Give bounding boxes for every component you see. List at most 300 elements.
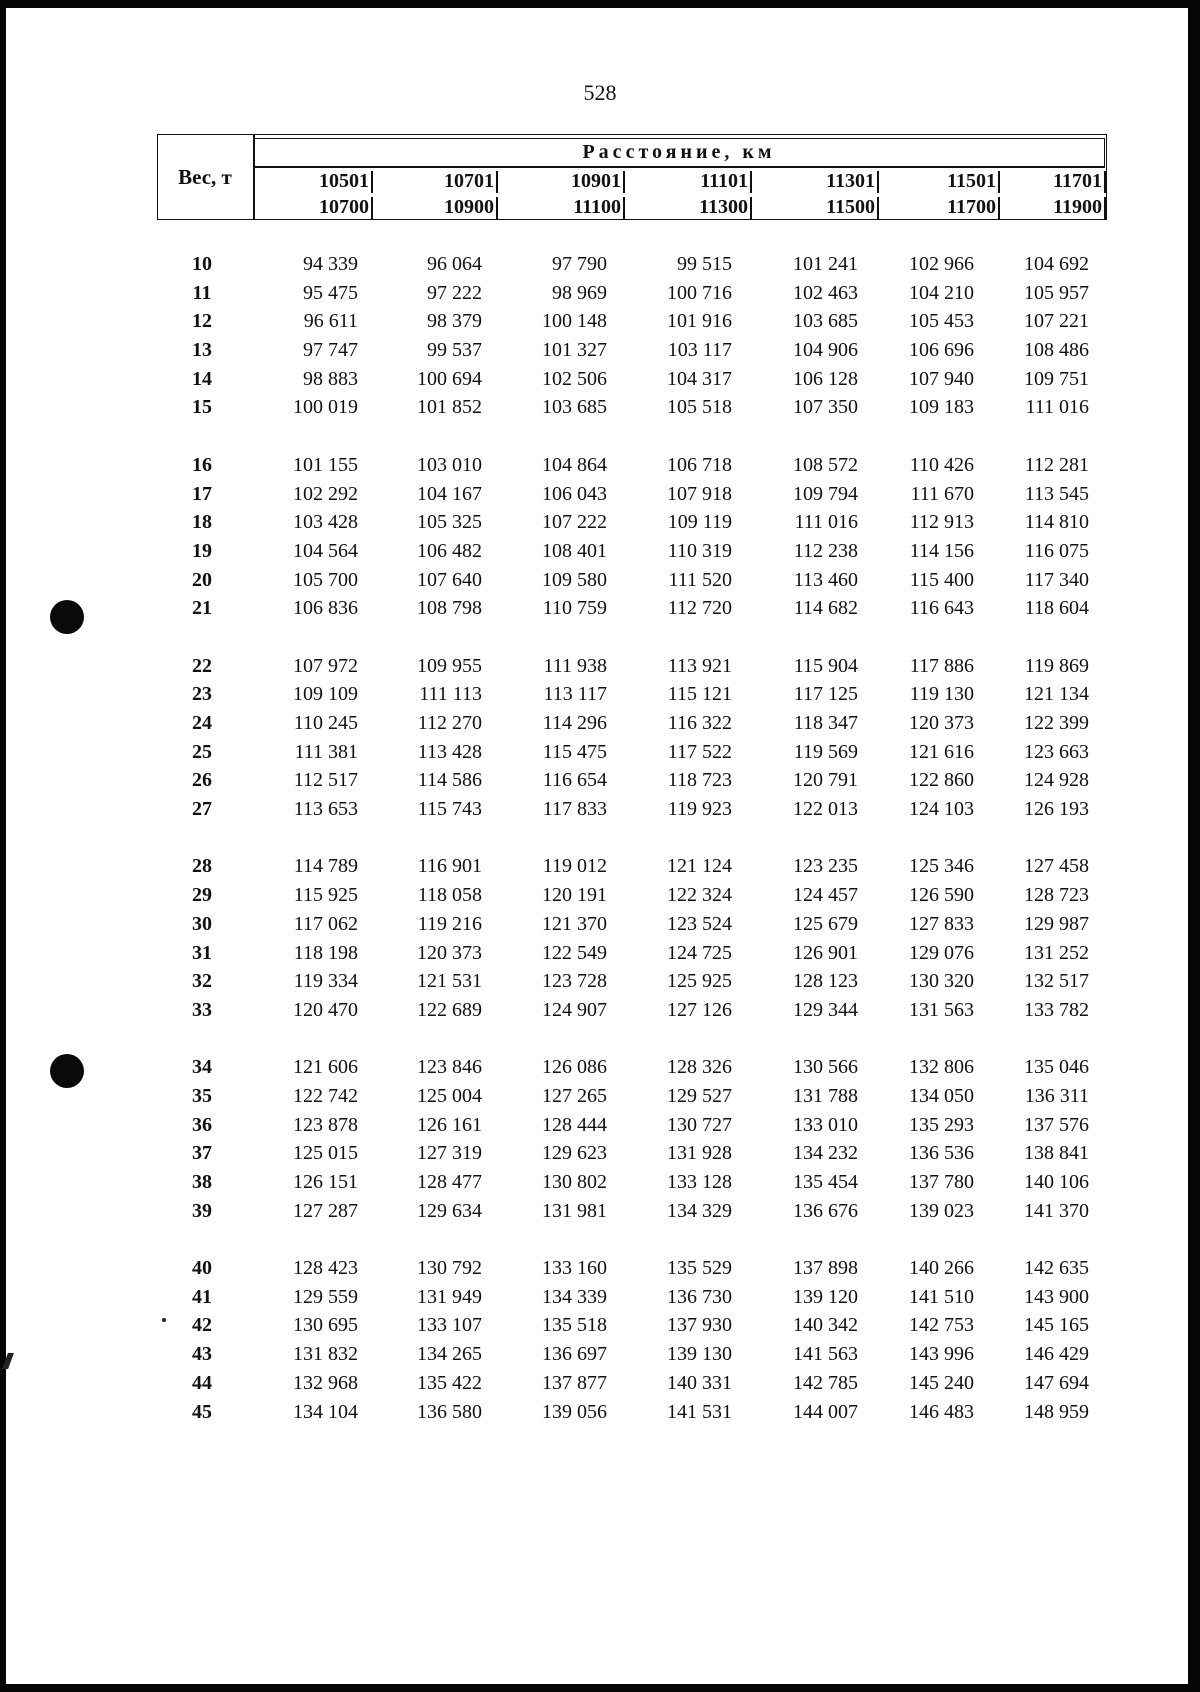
value-cell: 115 925 bbox=[293, 884, 358, 907]
column-range-from: 11501 bbox=[888, 168, 1000, 194]
value-cell: 100 716 bbox=[667, 281, 732, 304]
value-cell: 127 265 bbox=[542, 1084, 607, 1107]
value-cell: 128 477 bbox=[417, 1171, 482, 1193]
value-cell: 130 320 bbox=[909, 970, 974, 993]
column-range-from: 11301 bbox=[767, 168, 879, 194]
value-cell: 148 959 bbox=[1024, 1400, 1089, 1423]
column-header-6 bbox=[888, 168, 1000, 220]
value-cell: 127 287 bbox=[293, 1199, 358, 1222]
value-cell: 115 743 bbox=[417, 798, 482, 821]
value-cell: 98 379 bbox=[427, 310, 482, 333]
weight-cell: 45 bbox=[192, 1400, 212, 1423]
value-cell: 103 010 bbox=[417, 453, 482, 476]
value-cell: 111 670 bbox=[910, 482, 974, 505]
column-range-to: 11900 bbox=[994, 194, 1106, 220]
value-cell: 113 545 bbox=[1024, 482, 1089, 505]
row-group bbox=[157, 1254, 1107, 1426]
value-cell: 99 515 bbox=[677, 253, 732, 275]
value-cell: 137 576 bbox=[1024, 1113, 1089, 1136]
column-range-from: 10901 bbox=[513, 168, 625, 194]
value-cell: 116 322 bbox=[667, 712, 732, 734]
value-cell: 127 319 bbox=[417, 1142, 482, 1165]
weight-cell: 35 bbox=[192, 1084, 212, 1107]
table-row bbox=[157, 365, 1107, 394]
table-row bbox=[157, 652, 1107, 681]
value-cell: 128 723 bbox=[1024, 884, 1089, 907]
value-cell: 141 531 bbox=[667, 1400, 732, 1423]
value-cell: 113 117 bbox=[543, 683, 607, 706]
value-cell: 128 423 bbox=[293, 1257, 358, 1280]
value-cell: 122 689 bbox=[417, 998, 482, 1021]
weight-cell: 40 bbox=[192, 1257, 212, 1280]
value-cell: 108 486 bbox=[1024, 339, 1089, 362]
value-cell: 101 916 bbox=[667, 310, 732, 333]
table-row bbox=[157, 508, 1107, 537]
value-cell: 147 694 bbox=[1024, 1371, 1089, 1394]
value-cell: 109 751 bbox=[1024, 367, 1089, 390]
weight-cell: 30 bbox=[192, 912, 212, 935]
value-cell: 134 339 bbox=[542, 1285, 607, 1308]
value-cell: 130 727 bbox=[667, 1113, 732, 1136]
value-cell: 124 725 bbox=[667, 941, 732, 964]
value-cell: 119 130 bbox=[909, 683, 974, 706]
value-cell: 130 802 bbox=[542, 1171, 607, 1193]
value-cell: 101 155 bbox=[293, 453, 358, 476]
table-row bbox=[157, 307, 1107, 336]
row-group bbox=[157, 852, 1107, 1024]
value-cell: 143 900 bbox=[1024, 1285, 1089, 1308]
weight-cell: 19 bbox=[192, 539, 212, 562]
weight-cell: 11 bbox=[192, 281, 212, 304]
weight-cell: 42 bbox=[192, 1314, 212, 1337]
weight-cell: 25 bbox=[192, 740, 212, 763]
value-cell: 137 930 bbox=[667, 1314, 732, 1337]
value-cell: 114 682 bbox=[793, 597, 858, 620]
value-cell: 122 324 bbox=[667, 884, 732, 907]
weight-cell: 31 bbox=[192, 941, 212, 964]
table-row bbox=[157, 566, 1107, 595]
weight-cell: 43 bbox=[192, 1343, 212, 1366]
value-cell: 102 463 bbox=[793, 281, 858, 304]
value-cell: 106 836 bbox=[293, 597, 358, 620]
value-cell: 131 788 bbox=[793, 1084, 858, 1107]
value-cell: 104 167 bbox=[417, 482, 482, 505]
value-cell: 124 457 bbox=[793, 884, 858, 907]
value-cell: 101 241 bbox=[793, 253, 858, 275]
value-cell: 123 728 bbox=[542, 970, 607, 993]
value-cell: 110 759 bbox=[542, 597, 607, 620]
value-cell: 118 347 bbox=[793, 712, 858, 734]
table-row bbox=[157, 1053, 1107, 1082]
value-cell: 124 928 bbox=[1024, 769, 1089, 792]
value-cell: 125 679 bbox=[793, 912, 858, 935]
column-header-5 bbox=[767, 168, 879, 220]
table-row bbox=[157, 1340, 1107, 1369]
value-cell: 107 350 bbox=[793, 396, 858, 419]
value-cell: 114 789 bbox=[293, 855, 358, 878]
value-cell: 136 536 bbox=[909, 1142, 974, 1165]
value-cell: 130 695 bbox=[293, 1314, 358, 1337]
value-cell: 115 121 bbox=[667, 683, 732, 706]
value-cell: 129 076 bbox=[909, 941, 974, 964]
weight-cell: 29 bbox=[192, 884, 212, 907]
value-cell: 96 064 bbox=[427, 253, 482, 275]
value-cell: 131 832 bbox=[293, 1343, 358, 1366]
table-row bbox=[157, 393, 1107, 422]
value-cell: 122 399 bbox=[1024, 712, 1089, 734]
table-row bbox=[157, 996, 1107, 1025]
value-cell: 103 428 bbox=[293, 511, 358, 534]
value-cell: 127 833 bbox=[909, 912, 974, 935]
table-row bbox=[157, 939, 1107, 968]
value-cell: 110 426 bbox=[909, 453, 974, 476]
table-row bbox=[157, 1139, 1107, 1168]
value-cell: 123 524 bbox=[667, 912, 732, 935]
value-cell: 132 968 bbox=[293, 1371, 358, 1394]
value-cell: 112 913 bbox=[909, 511, 974, 534]
value-cell: 119 923 bbox=[667, 798, 732, 821]
value-cell: 130 792 bbox=[417, 1257, 482, 1280]
table-row bbox=[157, 709, 1107, 738]
column-range-to: 11100 bbox=[513, 194, 625, 220]
value-cell: 136 730 bbox=[667, 1285, 732, 1308]
value-cell: 101 852 bbox=[417, 396, 482, 419]
value-cell: 112 517 bbox=[293, 769, 358, 792]
value-cell: 111 520 bbox=[668, 568, 732, 591]
value-cell: 111 938 bbox=[543, 654, 607, 677]
value-cell: 129 623 bbox=[542, 1142, 607, 1165]
value-cell: 118 723 bbox=[667, 769, 732, 792]
value-cell: 141 563 bbox=[793, 1343, 858, 1366]
value-cell: 132 806 bbox=[909, 1056, 974, 1079]
table-row bbox=[157, 910, 1107, 939]
value-cell: 145 165 bbox=[1024, 1314, 1089, 1337]
value-cell: 131 981 bbox=[542, 1199, 607, 1222]
weight-cell: 20 bbox=[192, 568, 212, 591]
value-cell: 109 955 bbox=[417, 654, 482, 677]
value-cell: 131 928 bbox=[667, 1142, 732, 1165]
value-cell: 109 119 bbox=[667, 511, 732, 534]
value-cell: 146 483 bbox=[909, 1400, 974, 1423]
scan-border-top bbox=[0, 0, 1200, 8]
value-cell: 100 019 bbox=[293, 396, 358, 419]
value-cell: 129 344 bbox=[793, 998, 858, 1021]
value-cell: 117 062 bbox=[293, 912, 358, 935]
value-cell: 103 685 bbox=[793, 310, 858, 333]
value-cell: 142 785 bbox=[793, 1371, 858, 1394]
row-group bbox=[157, 652, 1107, 824]
value-cell: 121 370 bbox=[542, 912, 607, 935]
weight-cell: 38 bbox=[192, 1171, 212, 1193]
table-row bbox=[157, 766, 1107, 795]
value-cell: 135 422 bbox=[417, 1371, 482, 1394]
weight-cell: 21 bbox=[192, 597, 212, 620]
value-cell: 127 458 bbox=[1024, 855, 1089, 878]
table-row bbox=[157, 336, 1107, 365]
value-cell: 115 475 bbox=[542, 740, 607, 763]
value-cell: 119 869 bbox=[1024, 654, 1089, 677]
value-cell: 134 265 bbox=[417, 1343, 482, 1366]
table-row bbox=[157, 1398, 1107, 1427]
value-cell: 121 134 bbox=[1024, 683, 1089, 706]
value-cell: 129 559 bbox=[293, 1285, 358, 1308]
weight-cell: 39 bbox=[192, 1199, 212, 1222]
value-cell: 136 580 bbox=[417, 1400, 482, 1423]
value-cell: 124 907 bbox=[542, 998, 607, 1021]
value-cell: 139 056 bbox=[542, 1400, 607, 1423]
weight-cell: 27 bbox=[192, 798, 212, 821]
value-cell: 114 296 bbox=[542, 712, 607, 734]
column-header-1 bbox=[261, 168, 373, 220]
column-range-to: 10700 bbox=[261, 194, 373, 220]
table-row bbox=[157, 594, 1107, 623]
value-cell: 135 529 bbox=[667, 1257, 732, 1280]
weight-cell: 15 bbox=[192, 396, 212, 419]
value-cell: 128 444 bbox=[542, 1113, 607, 1136]
value-cell: 139 120 bbox=[793, 1285, 858, 1308]
value-cell: 140 106 bbox=[1024, 1171, 1089, 1193]
data-table bbox=[157, 250, 1107, 1455]
value-cell: 140 266 bbox=[909, 1257, 974, 1280]
value-cell: 102 292 bbox=[293, 482, 358, 505]
column-range-from: 10701 bbox=[386, 168, 498, 194]
column-range-to: 11300 bbox=[640, 194, 752, 220]
value-cell: 102 506 bbox=[542, 367, 607, 390]
value-cell: 114 586 bbox=[417, 769, 482, 792]
value-cell: 98 969 bbox=[552, 281, 607, 304]
value-cell: 136 697 bbox=[542, 1343, 607, 1366]
value-cell: 141 510 bbox=[909, 1285, 974, 1308]
value-cell: 117 886 bbox=[909, 654, 974, 677]
value-cell: 107 940 bbox=[909, 367, 974, 390]
table-row bbox=[157, 1369, 1107, 1398]
value-cell: 105 325 bbox=[417, 511, 482, 534]
value-cell: 110 319 bbox=[667, 539, 732, 562]
column-header-2 bbox=[386, 168, 498, 220]
value-cell: 113 428 bbox=[417, 740, 482, 763]
value-cell: 142 635 bbox=[1024, 1257, 1089, 1280]
value-cell: 106 482 bbox=[417, 539, 482, 562]
value-cell: 126 193 bbox=[1024, 798, 1089, 821]
value-cell: 119 012 bbox=[542, 855, 607, 878]
value-cell: 115 904 bbox=[793, 654, 858, 677]
value-cell: 123 663 bbox=[1024, 740, 1089, 763]
table-row bbox=[157, 1197, 1107, 1226]
weight-cell: 34 bbox=[192, 1056, 212, 1079]
column-range-from: 11701 bbox=[994, 168, 1106, 194]
value-cell: 121 616 bbox=[909, 740, 974, 763]
column-header-3 bbox=[513, 168, 625, 220]
value-cell: 103 117 bbox=[667, 339, 732, 362]
value-cell: 104 317 bbox=[667, 367, 732, 390]
value-cell: 105 453 bbox=[909, 310, 974, 333]
weight-cell: 22 bbox=[192, 654, 212, 677]
value-cell: 117 125 bbox=[793, 683, 858, 706]
value-cell: 107 972 bbox=[293, 654, 358, 677]
weight-cell: 33 bbox=[192, 998, 212, 1021]
weight-cell: 37 bbox=[192, 1142, 212, 1165]
weight-cell: 28 bbox=[192, 855, 212, 878]
weight-header: Вес, т bbox=[178, 165, 232, 189]
value-cell: 135 454 bbox=[793, 1171, 858, 1193]
value-cell: 122 860 bbox=[909, 769, 974, 792]
value-cell: 116 643 bbox=[909, 597, 974, 620]
value-cell: 106 718 bbox=[667, 453, 732, 476]
value-cell: 130 566 bbox=[793, 1056, 858, 1079]
value-cell: 107 221 bbox=[1024, 310, 1089, 333]
value-cell: 122 549 bbox=[542, 941, 607, 964]
value-cell: 104 864 bbox=[542, 453, 607, 476]
value-cell: 141 370 bbox=[1024, 1199, 1089, 1222]
distance-header: Расстояние, км bbox=[582, 141, 776, 163]
scan-border-right bbox=[1188, 0, 1200, 1692]
value-cell: 125 925 bbox=[667, 970, 732, 993]
value-cell: 125 015 bbox=[293, 1142, 358, 1165]
value-cell: 137 780 bbox=[909, 1171, 974, 1193]
value-cell: 105 957 bbox=[1024, 281, 1089, 304]
value-cell: 120 470 bbox=[293, 998, 358, 1021]
value-cell: 124 103 bbox=[909, 798, 974, 821]
weight-cell: 12 bbox=[192, 310, 212, 333]
value-cell: 126 086 bbox=[542, 1056, 607, 1079]
value-cell: 97 222 bbox=[427, 281, 482, 304]
value-cell: 107 640 bbox=[417, 568, 482, 591]
value-cell: 133 010 bbox=[793, 1113, 858, 1136]
value-cell: 104 564 bbox=[293, 539, 358, 562]
value-cell: 103 685 bbox=[542, 396, 607, 419]
value-cell: 106 043 bbox=[542, 482, 607, 505]
value-cell: 115 400 bbox=[909, 568, 974, 591]
value-cell: 120 191 bbox=[542, 884, 607, 907]
value-cell: 126 590 bbox=[909, 884, 974, 907]
value-cell: 142 753 bbox=[909, 1314, 974, 1337]
value-cell: 112 720 bbox=[667, 597, 732, 620]
value-cell: 114 810 bbox=[1024, 511, 1089, 534]
punch-hole-lower bbox=[50, 1054, 84, 1088]
value-cell: 121 606 bbox=[293, 1056, 358, 1079]
value-cell: 129 634 bbox=[417, 1199, 482, 1222]
value-cell: 133 107 bbox=[417, 1314, 482, 1337]
value-cell: 135 293 bbox=[909, 1113, 974, 1136]
value-cell: 106 696 bbox=[909, 339, 974, 362]
value-cell: 108 572 bbox=[793, 453, 858, 476]
column-range-to: 10900 bbox=[386, 194, 498, 220]
table-row bbox=[157, 738, 1107, 767]
value-cell: 139 130 bbox=[667, 1343, 732, 1366]
value-cell: 139 023 bbox=[909, 1199, 974, 1222]
value-cell: 127 126 bbox=[667, 998, 732, 1021]
weight-cell: 14 bbox=[192, 367, 212, 390]
value-cell: 100 148 bbox=[542, 310, 607, 333]
table-row bbox=[157, 279, 1107, 308]
value-cell: 119 569 bbox=[793, 740, 858, 763]
weight-cell: 36 bbox=[192, 1113, 212, 1136]
row-group bbox=[157, 250, 1107, 422]
value-cell: 109 109 bbox=[293, 683, 358, 706]
row-group bbox=[157, 1053, 1107, 1225]
value-cell: 131 563 bbox=[909, 998, 974, 1021]
value-cell: 100 694 bbox=[417, 367, 482, 390]
value-cell: 113 921 bbox=[667, 654, 732, 677]
value-cell: 106 128 bbox=[793, 367, 858, 390]
value-cell: 140 331 bbox=[667, 1371, 732, 1394]
value-cell: 109 183 bbox=[909, 396, 974, 419]
value-cell: 112 238 bbox=[793, 539, 858, 562]
weight-cell: 23 bbox=[192, 683, 212, 706]
table-row bbox=[157, 451, 1107, 480]
value-cell: 133 160 bbox=[542, 1257, 607, 1280]
value-cell: 107 918 bbox=[667, 482, 732, 505]
value-cell: 117 522 bbox=[667, 740, 732, 763]
value-cell: 129 987 bbox=[1024, 912, 1089, 935]
value-cell: 145 240 bbox=[909, 1371, 974, 1394]
table-row bbox=[157, 1168, 1107, 1197]
table-row bbox=[157, 795, 1107, 824]
table-row bbox=[157, 680, 1107, 709]
value-cell: 121 124 bbox=[667, 855, 732, 878]
value-cell: 136 676 bbox=[793, 1199, 858, 1222]
value-cell: 118 058 bbox=[417, 884, 482, 907]
table-row bbox=[157, 852, 1107, 881]
value-cell: 143 996 bbox=[909, 1343, 974, 1366]
value-cell: 116 901 bbox=[417, 855, 482, 878]
value-cell: 109 794 bbox=[793, 482, 858, 505]
weight-cell: 10 bbox=[192, 253, 212, 275]
value-cell: 126 901 bbox=[793, 941, 858, 964]
table-row bbox=[157, 1111, 1107, 1140]
column-range-to: 11500 bbox=[767, 194, 879, 220]
value-cell: 110 245 bbox=[293, 712, 358, 734]
table-row bbox=[157, 537, 1107, 566]
value-cell: 113 460 bbox=[793, 568, 858, 591]
value-cell: 120 791 bbox=[793, 769, 858, 792]
value-cell: 128 123 bbox=[793, 970, 858, 993]
value-cell: 117 340 bbox=[1024, 568, 1089, 591]
value-cell: 137 898 bbox=[793, 1257, 858, 1280]
value-cell: 107 222 bbox=[542, 511, 607, 534]
value-cell: 97 790 bbox=[552, 253, 607, 275]
value-cell: 105 700 bbox=[293, 568, 358, 591]
value-cell: 119 334 bbox=[293, 970, 358, 993]
value-cell: 97 747 bbox=[303, 339, 358, 362]
table-row bbox=[157, 1254, 1107, 1283]
column-header-7 bbox=[994, 168, 1106, 220]
value-cell: 126 161 bbox=[417, 1113, 482, 1136]
value-cell: 104 906 bbox=[793, 339, 858, 362]
table-row bbox=[157, 480, 1107, 509]
column-header-4 bbox=[640, 168, 752, 220]
value-cell: 108 798 bbox=[417, 597, 482, 620]
value-cell: 104 210 bbox=[909, 281, 974, 304]
weight-cell: 17 bbox=[192, 482, 212, 505]
value-cell: 123 235 bbox=[793, 855, 858, 878]
value-cell: 111 016 bbox=[794, 511, 858, 534]
value-cell: 125 346 bbox=[909, 855, 974, 878]
value-cell: 122 742 bbox=[293, 1084, 358, 1107]
value-cell: 144 007 bbox=[793, 1400, 858, 1423]
value-cell: 109 580 bbox=[542, 568, 607, 591]
value-cell: 122 013 bbox=[793, 798, 858, 821]
value-cell: 123 846 bbox=[417, 1056, 482, 1079]
value-cell: 131 252 bbox=[1024, 941, 1089, 964]
value-cell: 112 281 bbox=[1024, 453, 1089, 476]
value-cell: 120 373 bbox=[909, 712, 974, 734]
value-cell: 121 531 bbox=[417, 970, 482, 993]
value-cell: 96 611 bbox=[303, 310, 358, 333]
value-cell: 95 475 bbox=[303, 281, 358, 304]
value-cell: 133 782 bbox=[1024, 998, 1089, 1021]
table-row bbox=[157, 967, 1107, 996]
